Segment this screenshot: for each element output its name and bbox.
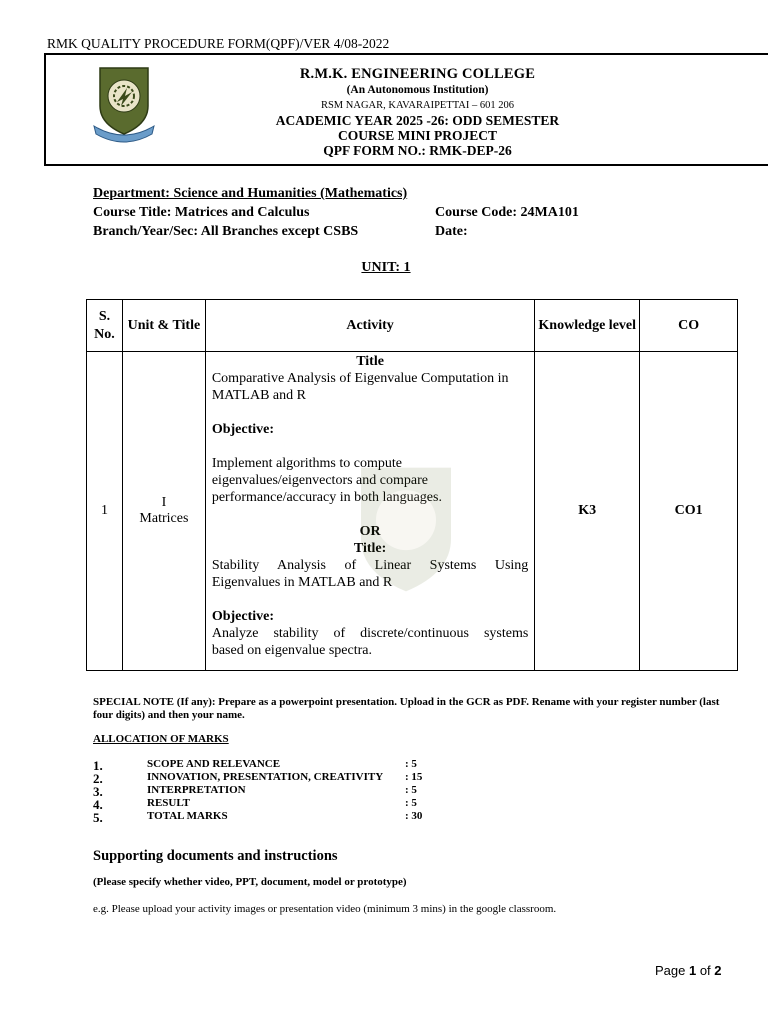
- academic-year: ACADEMIC YEAR 2025 -26: ODD SEMESTER: [275, 113, 560, 128]
- marks-value: : 5: [405, 758, 417, 770]
- marks-value: : 5: [405, 797, 417, 809]
- marks-value: : 5: [405, 784, 417, 796]
- department: Department: Science and Humanities (Mathematics): [93, 186, 408, 201]
- marks-value: : 15: [405, 771, 423, 783]
- special-note: SPECIAL NOTE (If any): Prepare as a powerpoint presentation. Upload in the GCR as PDF. Rename with your register number (last four digits) and then your name.: [93, 696, 720, 721]
- page-current: 1: [688, 963, 697, 978]
- marks-number: 2.: [93, 771, 103, 786]
- activity-title-label: Title: [356, 354, 384, 369]
- header-activity: Activity: [205, 300, 534, 352]
- cell-co: CO1: [640, 352, 738, 671]
- activity-title-1: Comparative Analysis of Eigenvalue Computation in MATLAB and R: [211, 371, 509, 403]
- example-instruction: e.g. Please upload your activity images or presentation video (minimum 3 mins) in the google classroom.: [93, 903, 557, 915]
- marks-number: 5.: [93, 810, 103, 825]
- marks-number: 4.: [93, 797, 103, 812]
- college-header: [44, 53, 768, 166]
- unit-heading: UNIT: 1: [361, 260, 411, 275]
- objective-2-line-2: based on eigenvalue spectra.: [211, 643, 372, 658]
- activity-table: [86, 299, 738, 671]
- page-number: [655, 963, 722, 978]
- activity-title-2-line-2: Eigenvalues in MATLAB and R: [211, 575, 393, 590]
- unit-number: I: [161, 495, 167, 510]
- college-address: RSM NAGAR, KAVARAIPETTAI – 601 206: [320, 100, 515, 111]
- objective-label-2: Objective:: [211, 609, 275, 624]
- form-reference: RMK QUALITY PROCEDURE FORM(QPF)/VER 4/08-2022: [47, 36, 390, 51]
- branch: Branch/Year/Sec: All Branches except CSBS: [93, 224, 359, 239]
- marks-label: INTERPRETATION: [147, 784, 246, 796]
- header-knowledge: Knowledge level: [535, 300, 640, 352]
- autonomous-label: (An Autonomous Institution): [346, 84, 489, 96]
- allocation-title: ALLOCATION OF MARKS: [93, 733, 229, 745]
- form-number: QPF FORM NO.: RMK-DEP-26: [323, 143, 512, 158]
- page-total: 2: [714, 963, 722, 978]
- header-unit: Unit & Title: [122, 300, 205, 352]
- college-name: R.M.K. ENGINEERING COLLEGE: [299, 66, 536, 82]
- cell-unit: [122, 352, 205, 671]
- activity-title-2-line-1: Stability Analysis of Linear Systems Using: [211, 558, 529, 573]
- page-prefix: Page: [655, 963, 689, 978]
- marks-number: 3.: [93, 784, 103, 799]
- date-label: Date:: [435, 224, 468, 239]
- support-title: Supporting documents and instructions: [93, 848, 338, 864]
- objective-2-line-1: Analyze stability of discrete/continuous systems: [211, 626, 529, 641]
- cell-sno: 1: [87, 352, 123, 671]
- marks-number: 1.: [93, 758, 103, 773]
- cell-knowledge: K3: [535, 352, 640, 671]
- objective-1: Implement algorithms to compute eigenvalues/eigenvectors and compare performance/accuracy in both languages.: [211, 456, 442, 505]
- marks-label: RESULT: [147, 797, 191, 809]
- table-header-row: [87, 300, 738, 352]
- marks-label: SCOPE AND RELEVANCE: [147, 758, 281, 770]
- page-of: of: [696, 963, 715, 978]
- marks-label: TOTAL MARKS: [147, 810, 228, 822]
- cell-activity: [205, 352, 534, 671]
- table-row: [87, 352, 738, 671]
- unit-name: Matrices: [139, 511, 189, 526]
- marks-label: INNOVATION, PRESENTATION, CREATIVITY: [147, 771, 384, 783]
- header-co: CO: [640, 300, 738, 352]
- course-info: [93, 184, 579, 241]
- course-code: Course Code: 24MA101: [435, 205, 579, 220]
- objective-label-1: Objective:: [211, 422, 275, 437]
- project-title: COURSE MINI PROJECT: [337, 128, 497, 143]
- header-sno: S. No.: [87, 300, 123, 352]
- support-subtitle: (Please specify whether video, PPT, document, model or prototype): [93, 876, 407, 888]
- marks-value: : 30: [405, 810, 423, 822]
- or-label: OR: [359, 524, 381, 539]
- activity-title-label-2: Title:: [353, 541, 387, 556]
- course-title: Course Title: Matrices and Calculus: [93, 205, 310, 220]
